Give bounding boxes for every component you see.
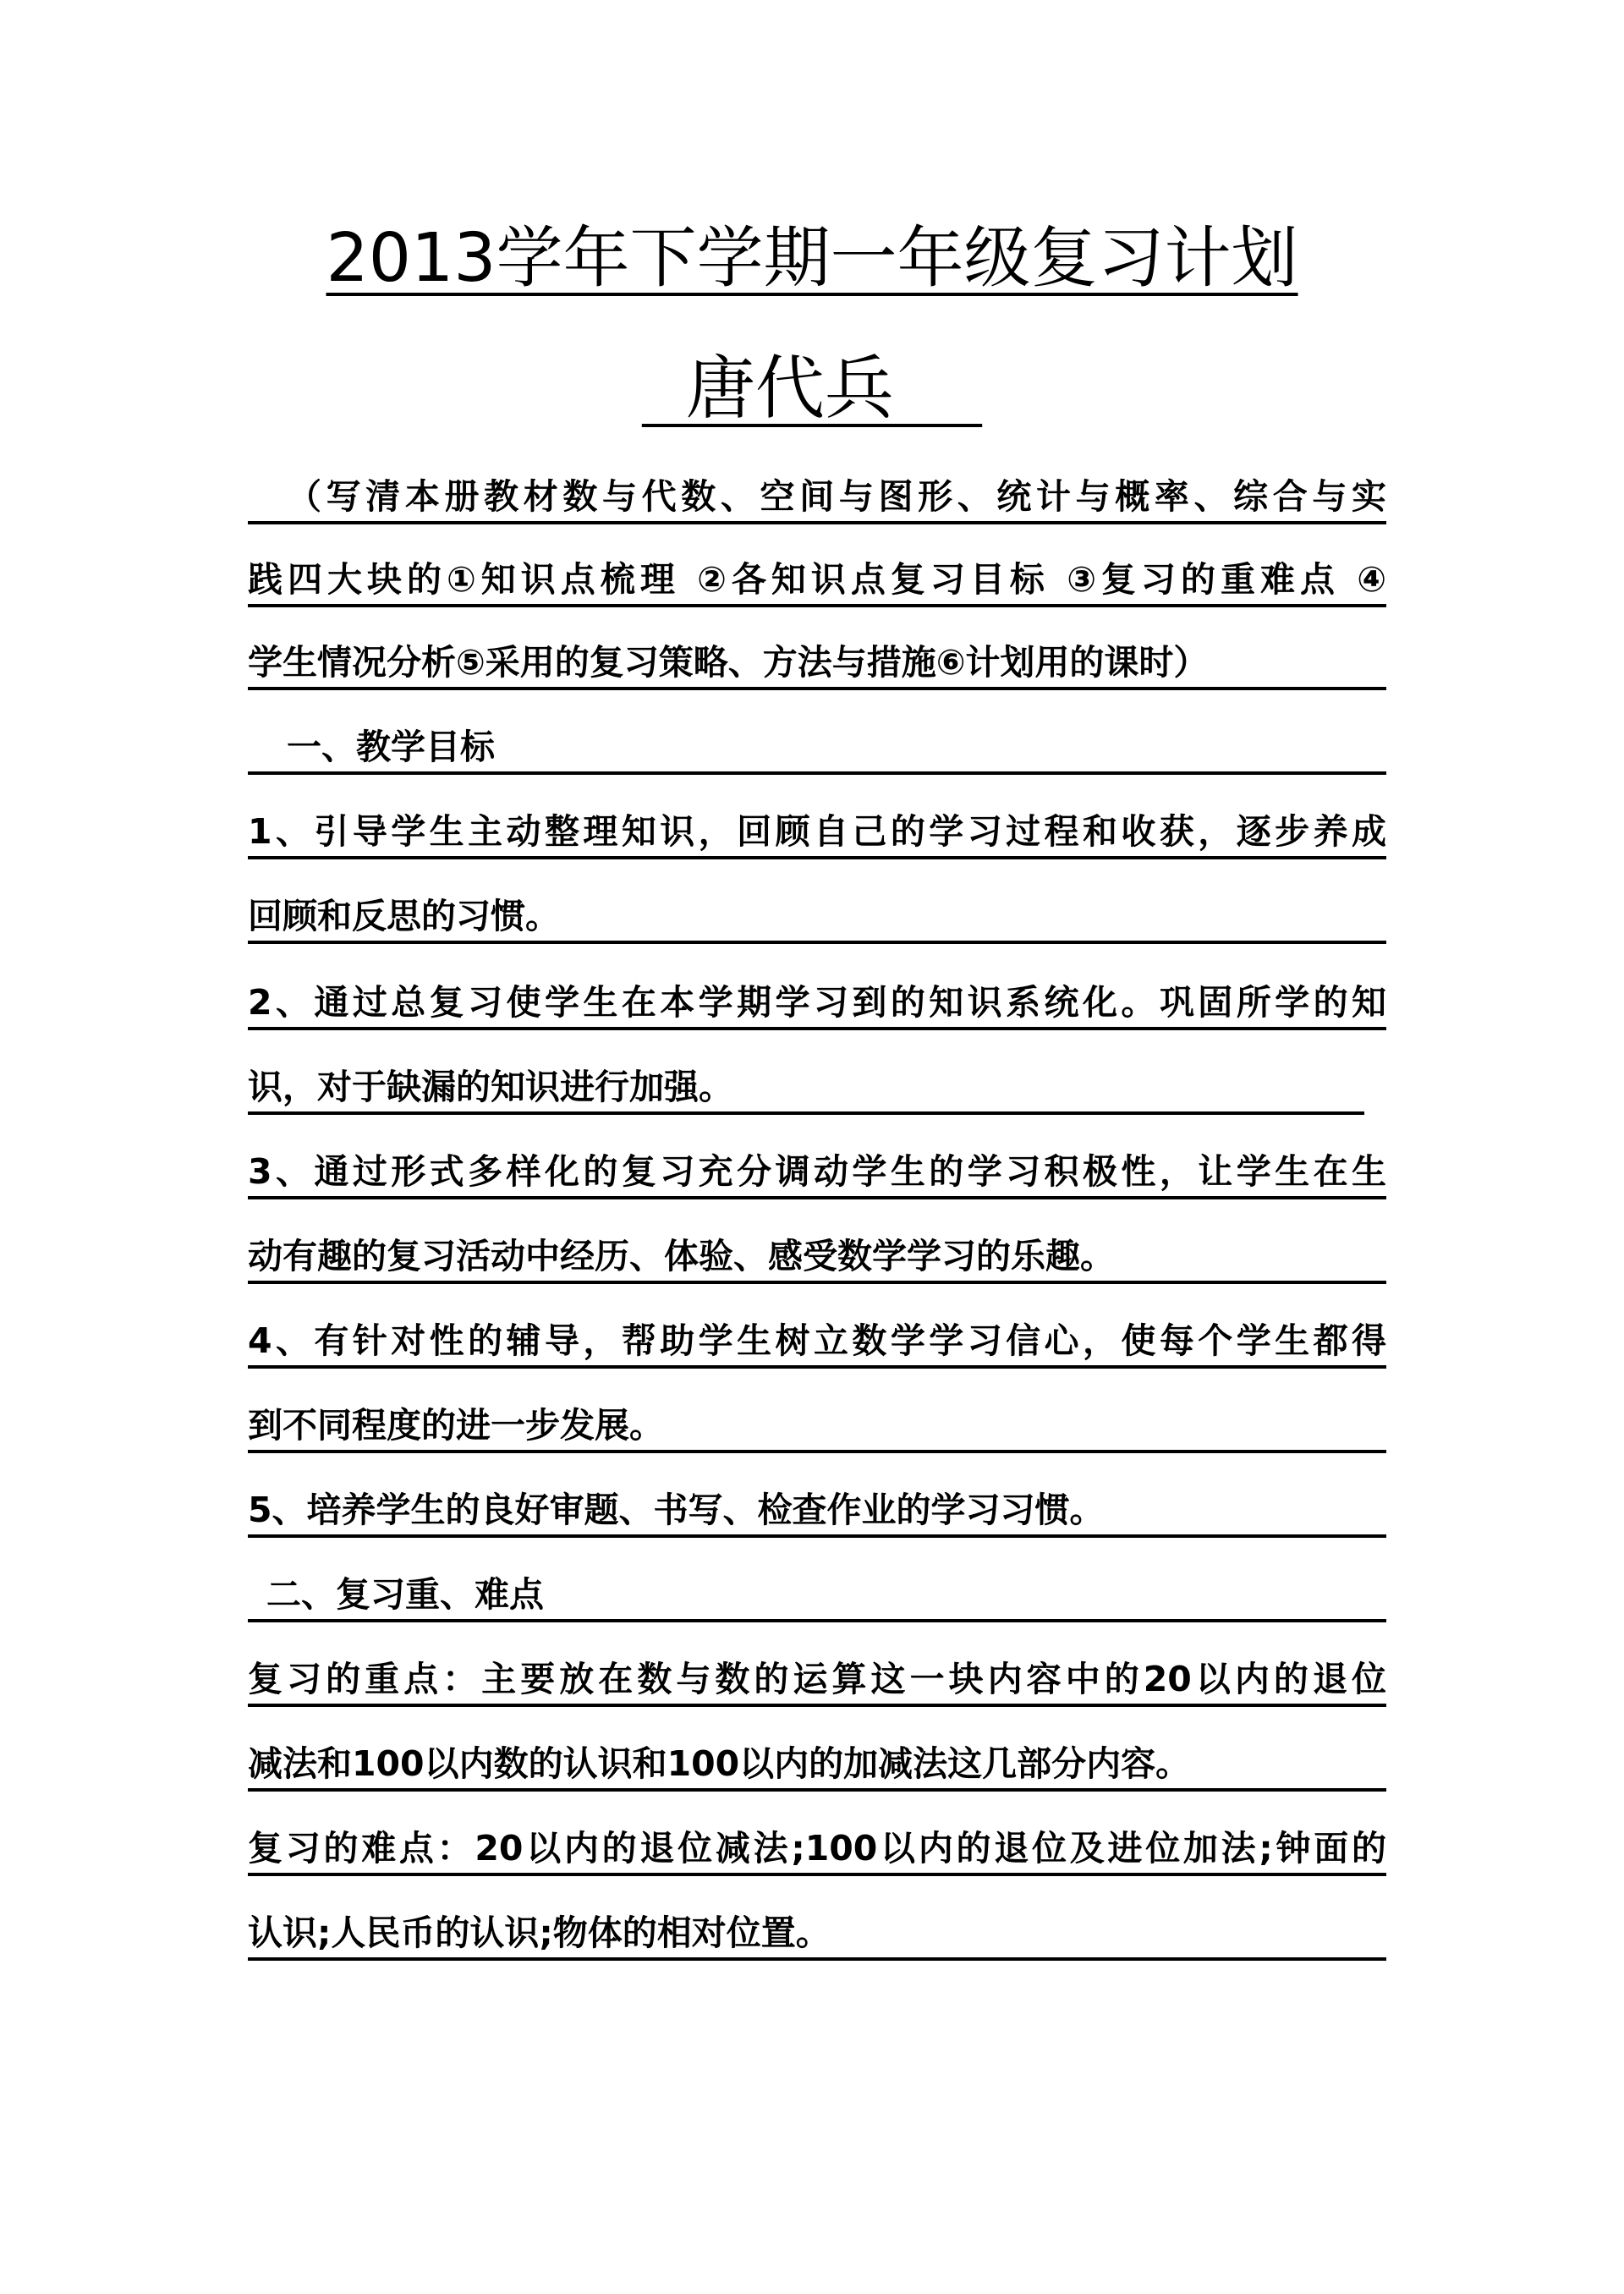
intro-line: 践四大块的①知识点梳理 ②各知识点复习目标 ③复习的重难点 ④ [248, 555, 1386, 607]
document-title: 2013学年下学期一年级复习计划 [326, 219, 1298, 297]
difficult-point-line: 复习的难点：20以内的退位减法;100以内的退位及进位加法;钟面的 [248, 1824, 1386, 1876]
goal-line: 回顾和反思的习惯。 [248, 892, 1386, 944]
difficult-point-line: 认识;人民币的认识;物体的相对位置。 [248, 1908, 1386, 1961]
intro-line: 学生情况分析⑤采用的复习策略、方法与措施⑥计划用的课时） [248, 638, 1386, 690]
section2-heading: 二、复习重、难点 [248, 1570, 1386, 1622]
intro-line: （写清本册教材数与代数、空间与图形、统计与概率、综合与实 [248, 472, 1386, 524]
author-name: 唐代兵 [641, 348, 983, 429]
goal-line: 2、通过总复习使学生在本学期学习到的知识系统化。巩固所学的知 [248, 978, 1386, 1030]
goal-line: 3、通过形式多样化的复习充分调动学生的学习积极性，让学生在生 [248, 1147, 1386, 1199]
goal-line: 动有趣的复习活动中经历、体验、感受数学学习的乐趣。 [248, 1232, 1386, 1284]
goal-line: 4、有针对性的辅导，帮助学生树立数学学习信心，使每个学生都得 [248, 1316, 1386, 1369]
goal-line: 识，对于缺漏的知识进行加强。 [248, 1062, 1364, 1115]
goal-line: 到不同程度的进一步发展。 [248, 1401, 1386, 1453]
key-point-line: 复习的重点：主要放在数与数的运算这一块内容中的20以内的退位 [248, 1655, 1386, 1707]
goal-line: 5、培养学生的良好审题、书写、检查作业的学习习惯。 [248, 1485, 1386, 1538]
key-point-line: 减法和100以内数的认识和100以内的加减法这几部分内容。 [248, 1739, 1386, 1792]
goal-line: 1、引导学生主动整理知识，回顾自己的学习过程和收获，逐步养成 [248, 807, 1386, 859]
section1-heading: 一、教学目标 [248, 722, 1386, 775]
